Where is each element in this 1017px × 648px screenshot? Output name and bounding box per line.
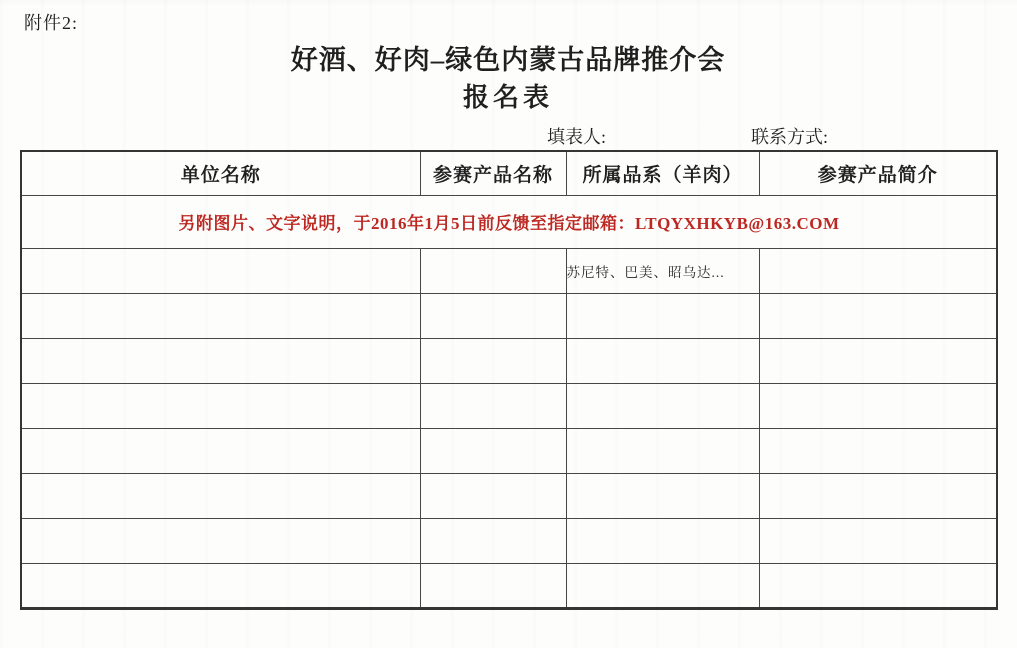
table-row bbox=[21, 428, 997, 473]
notice-text: 另附图片、文字说明，于2016年1月5日前反馈至指定邮箱：LTQYXHKYB@163.COM bbox=[21, 195, 997, 248]
cell-unit-name bbox=[21, 338, 420, 383]
cell-unit-name bbox=[21, 518, 420, 563]
cell-breed: 苏尼特、巴美、昭乌达... bbox=[566, 248, 759, 293]
header-cell-unit-name: 单位名称 bbox=[21, 151, 420, 195]
cell-breed bbox=[566, 473, 759, 518]
table-row bbox=[21, 293, 997, 338]
cell-breed bbox=[566, 563, 759, 608]
table-row bbox=[21, 518, 997, 563]
cell-intro bbox=[759, 518, 997, 563]
cell-unit-name bbox=[21, 473, 420, 518]
cell-product-name bbox=[420, 383, 566, 428]
cell-breed bbox=[566, 428, 759, 473]
cell-product-name bbox=[420, 563, 566, 608]
cell-unit-name bbox=[21, 383, 420, 428]
cell-unit-name bbox=[21, 293, 420, 338]
header-cell-product-name: 参赛产品名称 bbox=[420, 151, 566, 195]
cell-product-name bbox=[420, 338, 566, 383]
cell-product-name bbox=[420, 473, 566, 518]
cell-unit-name bbox=[21, 563, 420, 608]
cell-intro bbox=[759, 338, 997, 383]
filler-label: 填表人: bbox=[547, 127, 607, 147]
notice-row bbox=[21, 195, 997, 248]
cell-unit-name bbox=[21, 248, 420, 293]
cell-intro bbox=[759, 473, 997, 518]
cell-breed bbox=[566, 293, 759, 338]
table-header-row bbox=[21, 151, 997, 195]
cell-intro bbox=[759, 563, 997, 608]
cell-product-name bbox=[420, 518, 566, 563]
form-title-block bbox=[21, 42, 995, 116]
table-row bbox=[21, 563, 997, 608]
registration-table bbox=[20, 150, 998, 610]
header-cell-intro: 参赛产品简介 bbox=[759, 151, 997, 195]
cell-product-name bbox=[420, 428, 566, 473]
filler-contact-line bbox=[0, 123, 1017, 147]
table-row bbox=[21, 473, 997, 518]
header-cell-breed: 所属品系（羊肉） bbox=[566, 151, 759, 195]
cell-intro bbox=[759, 383, 997, 428]
cell-intro bbox=[759, 248, 997, 293]
table-row bbox=[21, 248, 997, 293]
cell-product-name bbox=[420, 293, 566, 338]
cell-intro bbox=[759, 293, 997, 338]
cell-breed bbox=[566, 518, 759, 563]
table-row bbox=[21, 338, 997, 383]
cell-product-name bbox=[420, 248, 566, 293]
cell-breed bbox=[566, 383, 759, 428]
table-row bbox=[21, 383, 997, 428]
form-title: 好酒、好肉–绿色内蒙古品牌推介会 bbox=[290, 45, 726, 75]
contact-label: 联系方式: bbox=[751, 127, 829, 147]
cell-breed bbox=[566, 338, 759, 383]
attachment-label: 附件2: bbox=[24, 13, 79, 33]
cell-unit-name bbox=[21, 428, 420, 473]
form-subtitle: 报名表 bbox=[462, 83, 553, 112]
cell-intro bbox=[759, 428, 997, 473]
